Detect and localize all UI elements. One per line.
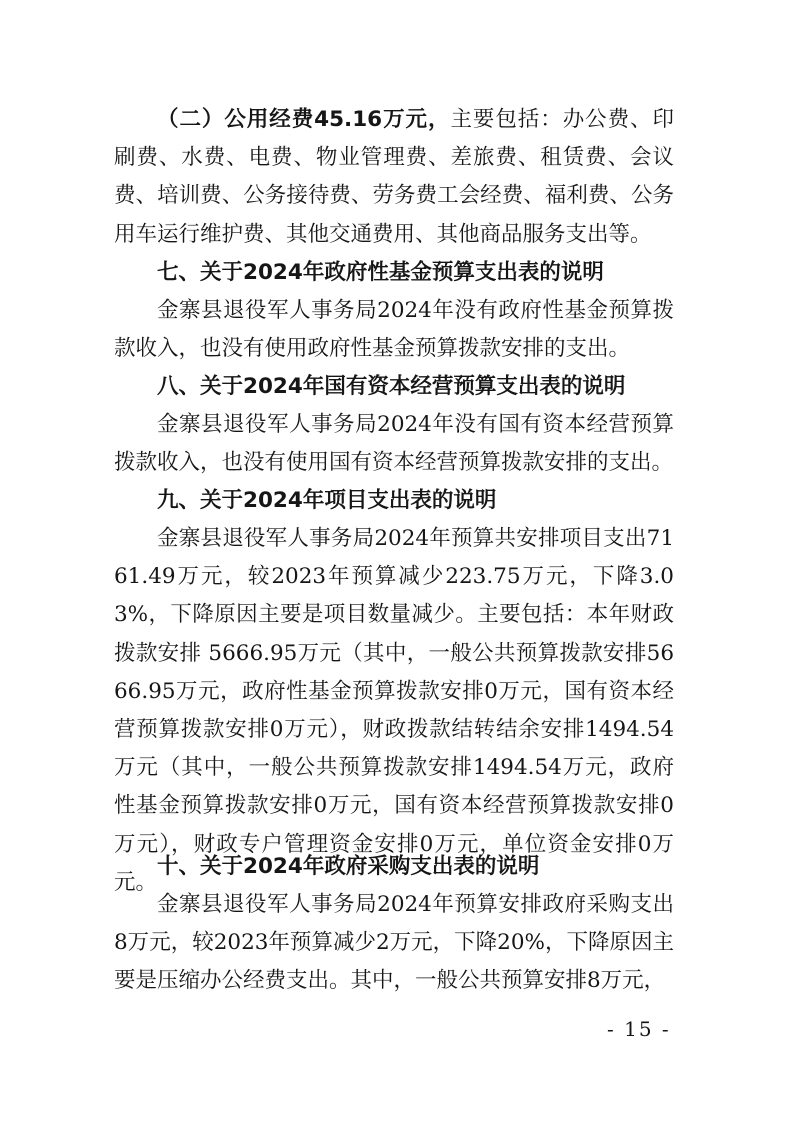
section-heading-9: 九、关于2024年项目支出表的说明 — [157, 488, 497, 513]
paragraph-lead: （二）公用经费45.16万元， — [157, 107, 451, 132]
section-heading-8: 八、关于2024年国有资本经营预算支出表的说明 — [157, 374, 626, 399]
section-heading-7: 七、关于2024年政府性基金预算支出表的说明 — [157, 260, 604, 285]
paragraph-section-7: 金寨县退役军人事务局2024年没有政府性基金预算拨款收入，也没有使用政府性基金预算拨款安排的支出。 — [114, 298, 674, 362]
section-heading-10: 十、关于2024年政府采购支出表的说明 — [157, 854, 540, 879]
paragraph-body: 主要包括：办公费、印刷费、水费、电费、物业管理费、差旅费、租赁费、会议费、培训费、公务接待费、劳务费工会经费、福利费、公务用车运行维护费、其他交通费用、其他商品服务支出等。 — [114, 107, 674, 247]
page-number: - 15 - — [607, 1017, 671, 1041]
paragraph-section-8: 金寨县退役军人事务局2024年没有国有资本经营预算拨款收入，也没有使用国有资本经营预算拨款安排的支出。 — [114, 412, 674, 476]
paragraph-public-expenses — [114, 101, 674, 254]
paragraph-section-10: 金寨县退役军人事务局2024年预算安排政府采购支出8万元，较2023年预算减少2万元，下降20%，下降原因主要是压缩办公经费支出。其中，一般公共预算安排8万元， — [114, 892, 674, 994]
paragraph-section-9: 金寨县退役军人事务局2024年预算共安排项目支出7161.49万元，较2023年预算减少223.75万元，下降3.03%，下降原因主要是项目数量减少。主要包括：本年财政拨款安排 5666.95万元（其中，一般公共预算拨款安排5666.95万元，政府性基金预算拨款安排0万元，国有资本经营预算拨款安排0万元），财政拨款结转结余安排1494.54万元（其中，一般公共预算拨款安排1494.54万元，政府性基金预算拨款安排0万元，国有资本经营预算拨款安排0万元），财政专户管理资金安排0万元，单位资金安排0万元。 — [114, 526, 674, 895]
